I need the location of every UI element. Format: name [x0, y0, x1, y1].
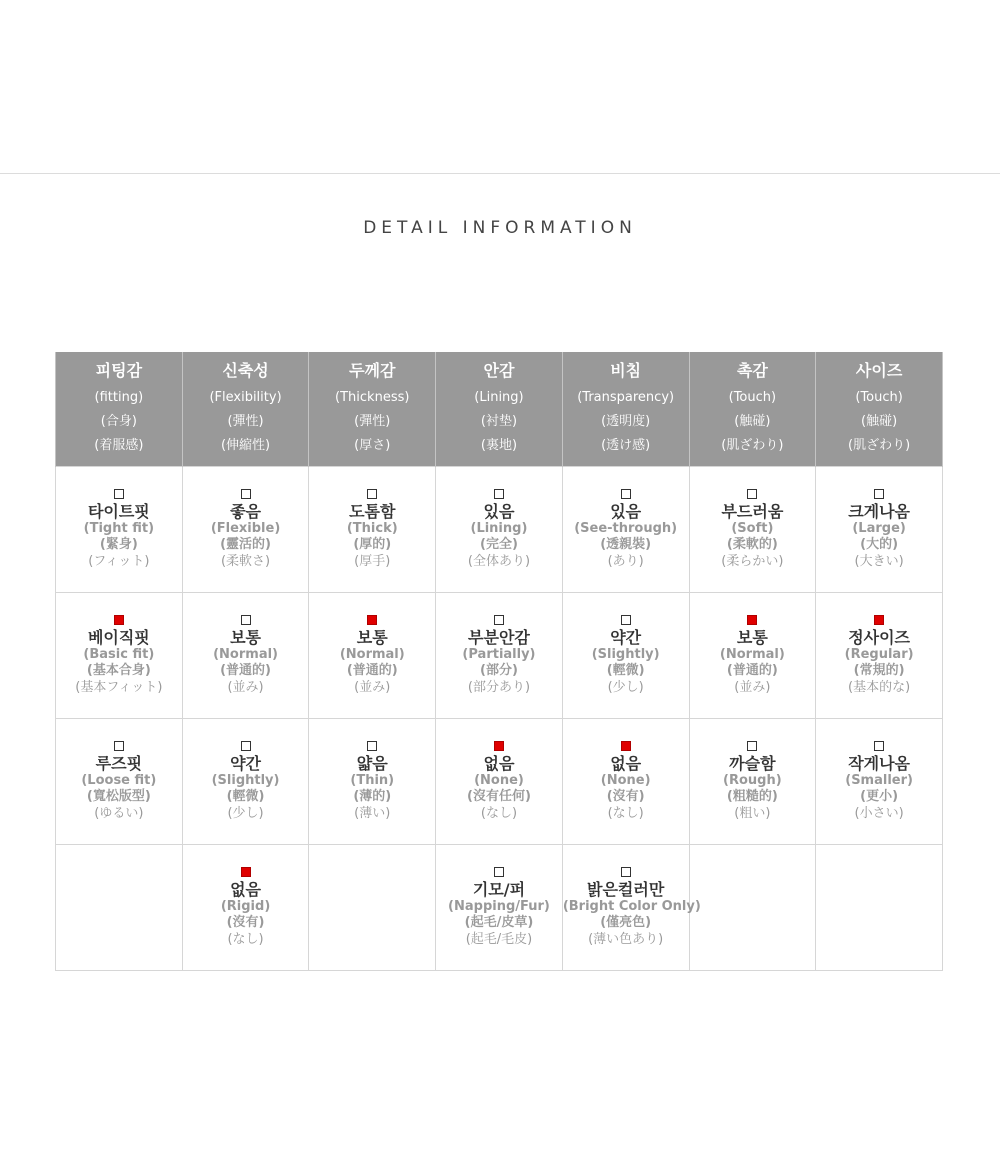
option-label-ko: 정사이즈 — [848, 627, 911, 647]
header-label-jp: (肌ざわり) — [721, 438, 784, 453]
option-label-en: (Rough) — [723, 772, 782, 788]
header-label-en: (Lining) — [474, 390, 524, 405]
header-label-jp: (厚さ) — [354, 438, 391, 453]
option-label-cn: (普通的) — [220, 662, 271, 678]
checked-box-icon — [494, 741, 504, 751]
option-cell — [309, 593, 436, 719]
header-label-jp: (肌ざわり) — [848, 438, 911, 453]
option-label-cn: (粗糙的) — [726, 788, 778, 804]
option-label-jp: (あり) — [607, 553, 644, 569]
option-label-ko: 약간 — [230, 753, 262, 773]
table-row — [56, 593, 943, 719]
option-label-cn: (更小) — [860, 788, 899, 804]
option-label-ko: 까슬함 — [729, 753, 776, 773]
checked-box-icon — [747, 615, 757, 625]
option-label-jp: (大きい) — [854, 553, 904, 569]
option-cell — [56, 719, 183, 845]
checked-box-icon — [367, 615, 377, 625]
option-label-jp: (薄い色あり) — [588, 931, 664, 947]
empty-cell — [816, 845, 943, 971]
option-label-cn: (靈活的) — [220, 536, 271, 552]
option-label-en: (None) — [474, 772, 524, 788]
option-label-en: (Lining) — [470, 520, 528, 536]
option-cell — [436, 719, 563, 845]
header-cell-flexibility — [182, 352, 309, 467]
header-label-jp: (裏地) — [480, 438, 518, 453]
option-cell — [436, 593, 563, 719]
unchecked-box-icon — [367, 489, 377, 499]
option-label-jp: (全体あり) — [467, 553, 531, 569]
table-row — [56, 467, 943, 593]
option-label-jp: (小さい) — [854, 805, 904, 821]
option-cell — [689, 467, 816, 593]
option-cell — [816, 593, 943, 719]
option-label-ko: 얇음 — [356, 753, 388, 773]
unchecked-box-icon — [494, 489, 504, 499]
detail-info-table — [55, 352, 943, 971]
option-cell — [562, 467, 689, 593]
header-label-cn: (触碰) — [861, 414, 898, 429]
option-label-cn: (沒有任何) — [467, 788, 531, 804]
option-label-en: (Large) — [852, 520, 906, 536]
option-label-en: (Rigid) — [220, 898, 271, 914]
header-cell-size — [816, 352, 943, 467]
option-cell — [689, 593, 816, 719]
option-label-jp: (粗い) — [734, 805, 771, 821]
option-label-cn: (寬松版型) — [86, 788, 151, 804]
option-label-ko: 작게나옴 — [848, 753, 911, 773]
option-label-cn: (厚的) — [353, 536, 392, 552]
option-label-en: (Basic fit) — [83, 646, 155, 662]
option-label-ko: 부드러움 — [721, 501, 784, 521]
empty-cell — [309, 845, 436, 971]
option-label-jp: (厚手) — [354, 553, 391, 569]
option-label-cn: (普通的) — [346, 662, 398, 678]
option-label-jp: (なし) — [227, 931, 264, 947]
option-label-cn: (普通的) — [726, 662, 778, 678]
header-cell-thickness — [309, 352, 436, 467]
option-label-cn: (透親裝) — [600, 536, 652, 552]
option-label-en: (Thin) — [350, 772, 395, 788]
top-divider — [0, 173, 1000, 174]
option-label-cn: (輕微) — [606, 662, 645, 678]
option-label-ko: 없음 — [483, 753, 515, 773]
header-label-cn: (触碰) — [734, 414, 771, 429]
option-cell — [816, 467, 943, 593]
header-label-en: (Touch) — [855, 390, 903, 405]
option-label-en: (Normal) — [719, 646, 785, 662]
header-label-ko: 촉감 — [736, 361, 768, 380]
option-label-ko: 있음 — [610, 501, 642, 521]
option-label-ko: 보통 — [736, 627, 768, 647]
option-label-en: (Bright Color Only) — [562, 898, 701, 914]
option-cell — [56, 593, 183, 719]
unchecked-box-icon — [241, 489, 251, 499]
option-cell — [562, 845, 701, 971]
header-row — [56, 352, 943, 467]
header-label-jp: (着服感) — [94, 438, 144, 453]
option-label-cn: (沒有) — [226, 914, 265, 930]
option-cell — [309, 467, 436, 593]
option-label-ko: 좋음 — [230, 501, 262, 521]
table-row — [56, 845, 943, 971]
option-label-ko: 밝은컬러만 — [587, 879, 665, 899]
option-label-cn: (沒有) — [606, 788, 645, 804]
option-label-ko: 약간 — [610, 627, 642, 647]
option-label-jp: (薄い) — [354, 805, 391, 821]
checked-box-icon — [621, 741, 631, 751]
option-label-en: (Slightly) — [591, 646, 660, 662]
option-label-jp: (ゆるい) — [94, 805, 144, 821]
option-label-en: (See-through) — [574, 520, 678, 536]
option-label-en: (Napping/Fur) — [448, 898, 550, 914]
option-label-jp: (並み) — [734, 679, 771, 695]
section-title: DETAIL INFORMATION — [363, 218, 637, 238]
option-label-ko: 기모/퍼 — [472, 879, 526, 899]
header-label-ko: 사이즈 — [855, 361, 903, 380]
empty-cell — [689, 845, 816, 971]
option-label-en: (Flexible) — [210, 520, 281, 536]
option-label-jp: (部分あり) — [467, 679, 531, 695]
option-label-ko: 부분안감 — [468, 627, 530, 647]
option-cell — [182, 467, 309, 593]
unchecked-box-icon — [114, 489, 124, 499]
header-label-cn: (衬垫) — [480, 414, 518, 429]
empty-cell — [56, 845, 183, 971]
header-label-ko: 비침 — [610, 361, 642, 380]
option-label-cn: (柔軟的) — [726, 536, 778, 552]
option-label-en: (Soft) — [731, 520, 774, 536]
header-label-en: (fitting) — [94, 390, 144, 405]
option-label-cn: (輕微) — [226, 788, 265, 804]
unchecked-box-icon — [494, 867, 504, 877]
option-cell — [182, 719, 309, 845]
option-cell — [562, 593, 689, 719]
header-label-ko: 안감 — [483, 361, 515, 380]
header-label-jp: (伸縮性) — [220, 438, 271, 453]
header-label-cn: (合身) — [100, 414, 137, 429]
option-label-ko: 없음 — [610, 753, 642, 773]
option-label-jp: (フィット) — [88, 553, 150, 569]
option-label-jp: (並み) — [227, 679, 264, 695]
option-label-ko: 크게나옴 — [848, 501, 911, 521]
option-label-en: (Partially) — [462, 646, 536, 662]
unchecked-box-icon — [241, 615, 251, 625]
checked-box-icon — [874, 615, 884, 625]
option-label-en: (Thick) — [346, 520, 398, 536]
header-label-en: (Touch) — [728, 390, 777, 405]
unchecked-box-icon — [621, 615, 631, 625]
option-label-cn: (常規的) — [853, 662, 905, 678]
option-label-jp: (なし) — [607, 805, 644, 821]
option-cell — [436, 845, 563, 971]
header-label-cn: (彈性) — [227, 414, 264, 429]
unchecked-box-icon — [621, 867, 631, 877]
option-label-en: (Normal) — [213, 646, 278, 662]
header-label-jp: (透け感) — [601, 438, 651, 453]
option-label-ko: 있음 — [483, 501, 515, 521]
option-label-jp: (少し) — [607, 679, 644, 695]
checked-box-icon — [114, 615, 124, 625]
option-label-cn: (緊身) — [99, 536, 138, 552]
unchecked-box-icon — [874, 741, 884, 751]
option-label-ko: 타이트핏 — [87, 501, 150, 521]
header-cell-transparency — [562, 352, 689, 467]
header-label-en: (Thickness) — [335, 390, 410, 405]
option-label-jp: (並み) — [354, 679, 391, 695]
unchecked-box-icon — [494, 615, 504, 625]
option-label-en: (Regular) — [844, 646, 914, 662]
option-label-cn: (僅亮色) — [600, 914, 652, 930]
option-label-en: (Slightly) — [211, 772, 280, 788]
option-cell — [436, 467, 563, 593]
header-cell-touch — [689, 352, 816, 467]
option-label-en: (Normal) — [339, 646, 405, 662]
option-label-jp: (基本フィット) — [75, 679, 163, 695]
option-label-ko: 도톰함 — [349, 501, 396, 521]
option-label-jp: (柔軟さ) — [220, 553, 271, 569]
option-label-ko: 보통 — [356, 627, 388, 647]
unchecked-box-icon — [621, 489, 631, 499]
unchecked-box-icon — [114, 741, 124, 751]
header-label-en: (Flexibility) — [209, 390, 282, 405]
option-label-cn: (基本合身) — [86, 662, 151, 678]
option-label-en: (Tight fit) — [83, 520, 155, 536]
option-label-cn: (部分) — [480, 662, 518, 678]
header-cell-fitting — [56, 352, 183, 467]
unchecked-box-icon — [241, 741, 251, 751]
checked-box-icon — [241, 867, 251, 877]
header-label-ko: 신축성 — [222, 361, 269, 380]
option-label-jp: (少し) — [227, 805, 264, 821]
header-cell-lining — [436, 352, 563, 467]
option-cell — [309, 719, 436, 845]
option-cell — [689, 719, 816, 845]
option-label-cn: (完全) — [480, 536, 518, 552]
option-label-ko: 보통 — [230, 627, 262, 647]
option-label-jp: (基本的な) — [848, 679, 911, 695]
unchecked-box-icon — [747, 741, 757, 751]
option-label-jp: (柔らかい) — [721, 553, 784, 569]
table-row — [56, 719, 943, 845]
option-label-cn: (大的) — [860, 536, 899, 552]
option-cell — [182, 593, 309, 719]
option-label-ko: 베이직핏 — [87, 627, 150, 647]
option-label-cn: (薄的) — [353, 788, 392, 804]
option-label-en: (Smaller) — [845, 772, 913, 788]
option-label-en: (Loose fit) — [81, 772, 157, 788]
header-label-ko: 피팅감 — [95, 361, 143, 380]
option-cell — [562, 719, 689, 845]
option-label-jp: (なし) — [480, 805, 518, 821]
header-label-cn: (透明度) — [601, 414, 651, 429]
option-label-ko: 없음 — [230, 879, 262, 899]
header-label-cn: (彈性) — [354, 414, 391, 429]
option-label-en: (None) — [600, 772, 651, 788]
unchecked-box-icon — [747, 489, 757, 499]
header-label-ko: 두께감 — [349, 361, 396, 380]
header-label-en: (Transparency) — [577, 390, 675, 405]
unchecked-box-icon — [874, 489, 884, 499]
option-cell — [56, 467, 183, 593]
option-label-jp: (起毛/毛皮) — [465, 931, 533, 947]
option-cell — [816, 719, 943, 845]
option-label-ko: 루즈핏 — [95, 753, 143, 773]
option-cell — [182, 845, 309, 971]
option-label-cn: (起毛/皮草) — [464, 914, 534, 930]
unchecked-box-icon — [367, 741, 377, 751]
